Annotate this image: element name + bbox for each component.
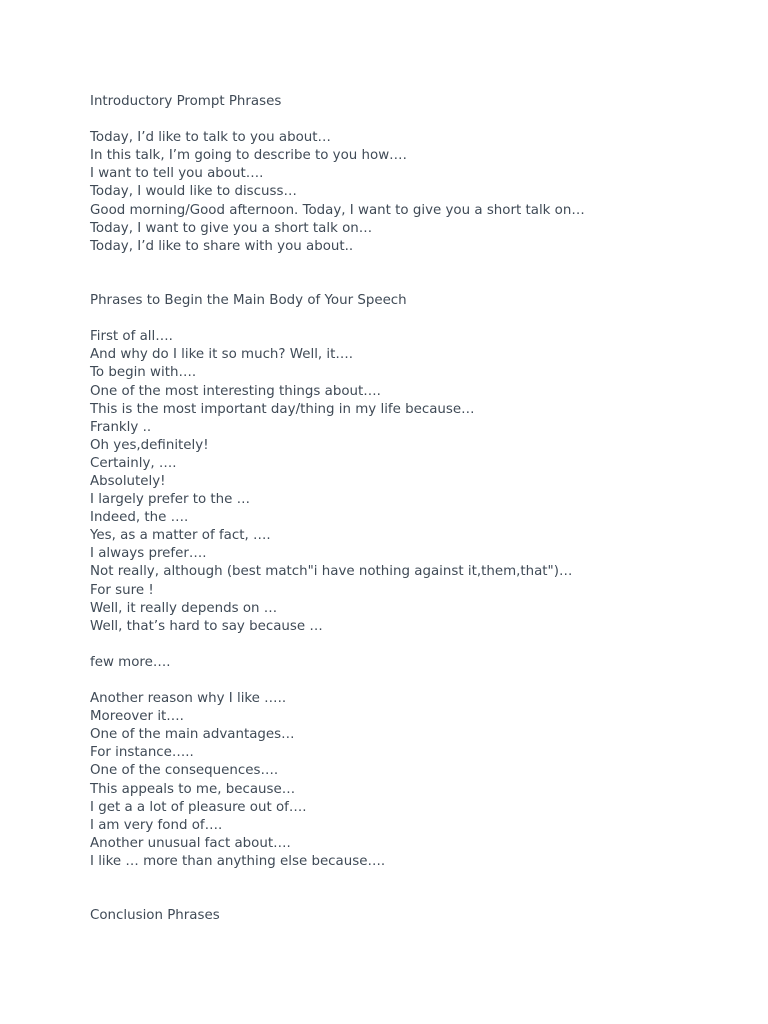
few-more-phrase: Another unusual fact about…. xyxy=(90,835,291,851)
few-more-phrase: I like … more than anything else because…. xyxy=(90,853,386,869)
main-body-phrase: To begin with…. xyxy=(90,365,197,381)
document-page xyxy=(90,93,730,925)
few-more-heading: few more…. xyxy=(90,654,171,670)
few-more-phrase-list xyxy=(90,690,730,871)
main-body-phrase: One of the most interesting things about…. xyxy=(90,383,381,399)
main-body-phrase: Certainly, …. xyxy=(90,455,177,471)
main-body-phrase-list xyxy=(90,328,730,636)
few-more-phrase: Moreover it…. xyxy=(90,709,184,725)
main-body-phrase: I largely prefer to the … xyxy=(90,492,251,508)
intro-heading: Introductory Prompt Phrases xyxy=(90,94,282,109)
intro-phrase: Good morning/Good afternoon. Today, I want to give you a short talk on… xyxy=(90,202,585,218)
spacer xyxy=(90,672,730,690)
spacer xyxy=(90,256,730,292)
main-body-phrase: Well, that’s hard to say because … xyxy=(90,618,323,634)
few-more-phrase: I am very fond of…. xyxy=(90,817,223,833)
main-body-phrase: Yes, as a matter of fact, …. xyxy=(90,528,271,544)
main-body-phrase: For sure ! xyxy=(90,582,154,598)
conclusion-heading: Conclusion Phrases xyxy=(90,908,220,924)
spacer xyxy=(90,310,730,328)
intro-phrase: In this talk, I’m going to describe to you how…. xyxy=(90,148,407,164)
intro-phrase: I want to tell you about…. xyxy=(90,166,264,182)
main-body-phrase: Frankly .. xyxy=(90,419,152,435)
spacer xyxy=(90,111,730,129)
few-more-phrase: Another reason why I like ….. xyxy=(90,691,287,707)
main-body-heading: Phrases to Begin the Main Body of Your Speech xyxy=(90,293,407,309)
main-body-phrase: I always prefer…. xyxy=(90,546,207,562)
main-body-phrase: This is the most important day/thing in my life because… xyxy=(90,401,475,417)
intro-phrase: Today, I’d like to talk to you about… xyxy=(90,130,331,146)
few-more-phrase: One of the main advantages… xyxy=(90,727,295,743)
main-body-phrase: Oh yes,definitely! xyxy=(90,437,209,453)
main-body-phrase: Not really, although (best match"i have nothing against it,them,that")… xyxy=(90,564,573,580)
few-more-phrase: This appeals to me, because… xyxy=(90,781,296,797)
main-body-phrase: Indeed, the …. xyxy=(90,510,189,526)
spacer xyxy=(90,871,730,907)
main-body-phrase: First of all…. xyxy=(90,329,173,345)
main-body-phrase: And why do I like it so much? Well, it…. xyxy=(90,347,354,363)
intro-phrase: Today, I would like to discuss… xyxy=(90,184,297,200)
main-body-phrase: Well, it really depends on … xyxy=(90,600,278,616)
few-more-phrase: One of the consequences…. xyxy=(90,763,279,779)
few-more-phrase: For instance….. xyxy=(90,745,194,761)
spacer xyxy=(90,636,730,654)
intro-phrase: Today, I want to give you a short talk on… xyxy=(90,220,373,236)
intro-phrase: Today, I’d like to share with you about.. xyxy=(90,238,354,254)
intro-phrase-list xyxy=(90,129,730,256)
main-body-phrase: Absolutely! xyxy=(90,473,166,489)
few-more-phrase: I get a a lot of pleasure out of…. xyxy=(90,799,307,815)
